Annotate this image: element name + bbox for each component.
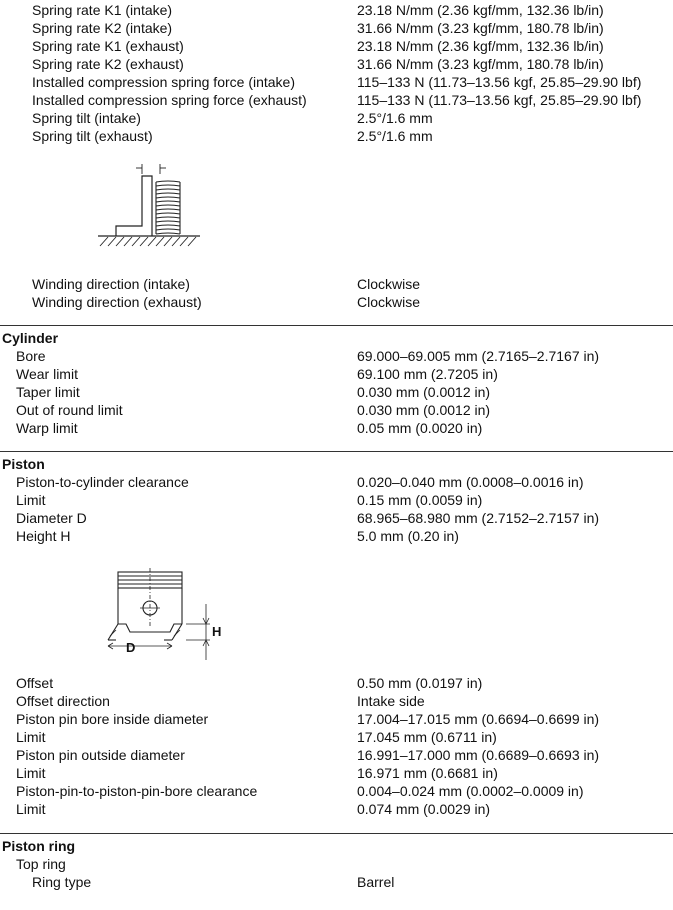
- spec-row: [0, 491, 673, 509]
- spec-value: Clockwise: [357, 276, 421, 292]
- spec-value: 31.66 N/mm (3.23 kgf/mm, 180.78 lb/in): [357, 56, 604, 72]
- subsection-heading-top-ring: [0, 855, 673, 873]
- diameter-d-label: D: [126, 640, 136, 655]
- spec-row: [0, 55, 673, 73]
- spec-label: Taper limit: [16, 384, 80, 400]
- spec-label: Piston pin bore inside diameter: [16, 711, 209, 727]
- spec-value: 5.0 mm (0.20 in): [357, 528, 459, 544]
- piston-diagram: [96, 566, 236, 660]
- spec-value: Intake side: [357, 693, 425, 709]
- spec-value: 17.004–17.015 mm (0.6694–0.6699 in): [357, 711, 600, 727]
- spec-row: [0, 109, 673, 127]
- spec-value: 0.074 mm (0.0029 in): [357, 801, 491, 817]
- spec-label: Spring rate K1 (exhaust): [32, 38, 184, 54]
- spec-value: 17.045 mm (0.6711 in): [357, 729, 497, 745]
- section-heading: Piston: [2, 456, 45, 472]
- spec-row: [0, 127, 673, 145]
- subsection-heading: Top ring: [16, 856, 66, 872]
- spec-value: Clockwise: [357, 294, 421, 310]
- section-heading: Piston ring: [2, 838, 76, 854]
- spec-row: [0, 674, 673, 692]
- spring-tilt-figure: [96, 162, 206, 254]
- spec-value: 16.971 mm (0.6681 in): [357, 765, 498, 781]
- spring-tilt-diagram: [96, 162, 206, 254]
- spec-label: Piston-pin-to-piston-pin-bore clearance: [16, 783, 258, 799]
- spec-row: [0, 347, 673, 365]
- spec-row: [0, 275, 673, 293]
- spec-label: Offset: [16, 675, 54, 691]
- spec-value: 23.18 N/mm (2.36 kgf/mm, 132.36 lb/in): [357, 38, 604, 54]
- section-heading-cylinder: [0, 329, 673, 347]
- spec-row: [0, 800, 673, 818]
- section-divider: [0, 451, 673, 452]
- spec-row: [0, 73, 673, 91]
- spec-value: 16.991–17.000 mm (0.6689–0.6693 in): [357, 747, 600, 763]
- spec-row: [0, 91, 673, 109]
- spec-value: 0.004–0.024 mm (0.0002–0.0009 in): [357, 783, 584, 799]
- spec-value: 69.100 mm (2.7205 in): [357, 366, 498, 382]
- spec-value: 0.15 mm (0.0059 in): [357, 492, 483, 508]
- spec-row: [0, 873, 673, 891]
- spec-row: [0, 37, 673, 55]
- spec-row: [0, 473, 673, 491]
- spec-label: Warp limit: [16, 420, 78, 436]
- spec-label: Spring rate K2 (intake): [32, 20, 173, 36]
- spec-label: Piston pin outside diameter: [16, 747, 185, 763]
- spec-label: Installed compression spring force (exhaust): [32, 92, 307, 108]
- spec-value: 2.5°/1.6 mm: [357, 128, 433, 144]
- spec-value: 115–133 N (11.73–13.56 kgf, 25.85–29.90 lbf): [357, 92, 642, 108]
- spec-value: 69.000–69.005 mm (2.7165–2.7167 in): [357, 348, 600, 364]
- spec-row: [0, 692, 673, 710]
- spec-row: [0, 764, 673, 782]
- spec-label: Limit: [16, 729, 46, 745]
- spec-label: Bore: [16, 348, 46, 364]
- spec-value: Barrel: [357, 874, 395, 890]
- spec-row: [0, 527, 673, 545]
- spec-label: Limit: [16, 765, 46, 781]
- spec-label: Limit: [16, 492, 46, 508]
- spec-label: Ring type: [32, 874, 92, 890]
- spec-value: 0.020–0.040 mm (0.0008–0.0016 in): [357, 474, 584, 490]
- spec-value: 68.965–68.980 mm (2.7152–2.7157 in): [357, 510, 600, 526]
- spec-label: Spring tilt (exhaust): [32, 128, 153, 144]
- spec-row: [0, 728, 673, 746]
- spec-value: 0.50 mm (0.0197 in): [357, 675, 483, 691]
- spec-label: Limit: [16, 801, 46, 817]
- spec-label: Spring rate K1 (intake): [32, 2, 173, 18]
- spec-row: [0, 293, 673, 311]
- spec-row: [0, 710, 673, 728]
- spec-row: [0, 509, 673, 527]
- spec-label: Spring rate K2 (exhaust): [32, 56, 184, 72]
- spec-row: [0, 1, 673, 19]
- section-heading-piston: [0, 455, 673, 473]
- spec-row: [0, 383, 673, 401]
- spec-label: Wear limit: [16, 366, 78, 382]
- section-divider: [0, 325, 673, 326]
- spec-value: 0.05 mm (0.0020 in): [357, 420, 483, 436]
- spec-value: 0.030 mm (0.0012 in): [357, 402, 491, 418]
- spec-label: Spring tilt (intake): [32, 110, 141, 126]
- spec-label: Diameter D: [16, 510, 87, 526]
- spec-label: Offset direction: [16, 693, 110, 709]
- spec-label: Winding direction (exhaust): [32, 294, 202, 310]
- spec-label: Piston-to-cylinder clearance: [16, 474, 189, 490]
- spec-value: 0.030 mm (0.0012 in): [357, 384, 491, 400]
- spec-row: [0, 782, 673, 800]
- spec-value: 23.18 N/mm (2.36 kgf/mm, 132.36 lb/in): [357, 2, 604, 18]
- spec-row: [0, 401, 673, 419]
- spec-value: 115–133 N (11.73–13.56 kgf, 25.85–29.90 lbf): [357, 74, 642, 90]
- spec-value: 31.66 N/mm (3.23 kgf/mm, 180.78 lb/in): [357, 20, 604, 36]
- spec-label: Out of round limit: [16, 402, 123, 418]
- spec-row: [0, 419, 673, 437]
- piston-figure: [96, 566, 236, 660]
- spec-label: Winding direction (intake): [32, 276, 190, 292]
- spec-value: 2.5°/1.6 mm: [357, 110, 433, 126]
- spec-label: Installed compression spring force (intake): [32, 74, 296, 90]
- spec-label: Height H: [16, 528, 71, 544]
- section-divider: [0, 833, 673, 834]
- height-h-label: H: [212, 624, 222, 639]
- spec-row: [0, 746, 673, 764]
- section-heading: Cylinder: [2, 330, 59, 346]
- spec-row: [0, 365, 673, 383]
- spec-row: [0, 19, 673, 37]
- section-heading-piston-ring: [0, 837, 673, 855]
